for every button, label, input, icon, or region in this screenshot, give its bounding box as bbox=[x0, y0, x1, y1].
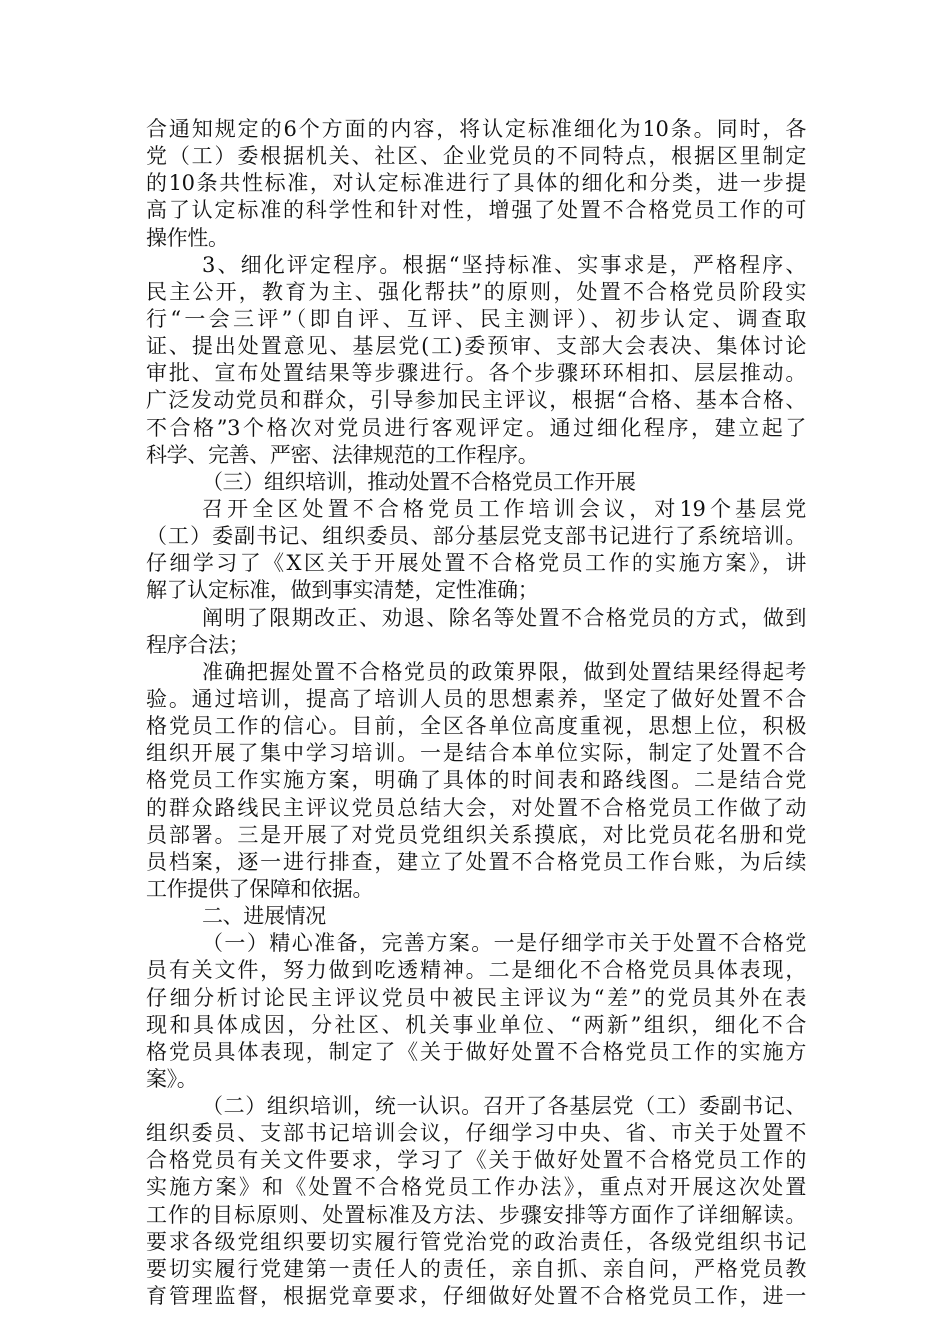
text-line: 育管理监督，根据党章要求，仔细做好处置不合格党员工作，进一 bbox=[146, 1284, 806, 1309]
text-line: 格党员工作的信心。目前，全区各单位高度重视，思想上位，积极 bbox=[146, 714, 806, 739]
text-line: 操作性。 bbox=[146, 225, 229, 250]
text-line: 格党员具体表现，制定了《关于做好处置不合格党员工作的实施方 bbox=[146, 1039, 806, 1064]
text-line: 验。通过培训，提高了培训人员的思想素养，坚定了做好处置不合 bbox=[146, 686, 806, 711]
text-line: 召开全区处置不合格党员工作培训会议，对19个基层党 bbox=[202, 496, 806, 521]
text-line: 工作提供了保障和依据。 bbox=[146, 876, 374, 901]
text-line: 二、进展情况 bbox=[202, 904, 326, 929]
text-line: （三）组织培训，推动处置不合格党员工作开展 bbox=[202, 469, 636, 494]
text-line: （工）委副书记、组织委员、部分基层党支部书记进行了系统培训。 bbox=[146, 524, 806, 549]
text-line: 员档案，逐一进行排查，建立了处置不合格党员工作台账，为后续 bbox=[146, 849, 806, 874]
text-line: 要求各级党组织要切实履行管党治党的政治责任，各级党组织书记 bbox=[146, 1229, 806, 1254]
text-line: 的群众路线民主评议党员总结大会，对处置不合格党员工作做了动 bbox=[146, 795, 806, 820]
text-line: 的10条共性标准，对认定标准进行了具体的细化和分类，进一步提 bbox=[146, 171, 806, 196]
text-line: 实施方案》和《处置不合格党员工作办法》，重点对开展这次处置 bbox=[146, 1175, 806, 1200]
text-line: 员有关文件，努力做到吃透精神。二是细化不合格党员具体表现， bbox=[146, 958, 806, 983]
text-line: 仔细分析讨论民主评议党员中被民主评议为“差”的党员其外在表 bbox=[146, 985, 806, 1010]
text-line: 现和具体成因，分社区、机关事业单位、“两新”组织，细化不合 bbox=[146, 1012, 806, 1037]
text-line: 解了认定标准，做到事实清楚，定性准确； bbox=[146, 578, 539, 603]
text-line: 证、提出处置意见、基层党(工)委预审、支部大会表决、集体讨论 bbox=[146, 334, 806, 359]
text-line: （一）精心准备，完善方案。一是仔细学市关于处置不合格党 bbox=[202, 931, 806, 956]
text-line: 工作的目标原则、处置标准及方法、步骤安排等方面作了详细解读。 bbox=[146, 1202, 806, 1227]
text-line: 合格党员有关文件要求，学习了《关于做好处置不合格党员工作的 bbox=[146, 1148, 806, 1173]
text-line: 审批、宣布处置结果等步骤进行。各个步骤环环相扣、层层推动。 bbox=[146, 361, 806, 386]
text-line: 广泛发动党员和群众，引导参加民主评议，根据“合格、基本合格、 bbox=[146, 388, 806, 413]
text-line: 党（工）委根据机关、社区、企业党员的不同特点，根据区里制定 bbox=[146, 144, 806, 169]
text-line: 民主公开，教育为主、强化帮扶”的原则，处置不合格党员阶段实 bbox=[146, 279, 806, 304]
text-line: 阐明了限期改正、劝退、除名等处置不合格党员的方式，做到 bbox=[202, 605, 806, 630]
text-line: 仔细学习了《X区关于开展处置不合格党员工作的实施方案》，讲 bbox=[146, 551, 806, 576]
text-line: 科学、完善、严密、法律规范的工作程序。 bbox=[146, 442, 539, 467]
text-line: 合通知规定的6个方面的内容，将认定标准细化为10条。同时，各 bbox=[146, 117, 806, 141]
text-line: 行“一会三评”（即自评、互评、民主测评）、初步认定、调查取 bbox=[146, 306, 806, 331]
text-line: 程序合法； bbox=[146, 632, 250, 657]
text-line: 员部署。三是开展了对党员党组织关系摸底，对比党员花名册和党 bbox=[146, 822, 806, 847]
text-line: 要切实履行党建第一责任人的责任，亲自抓、亲自问，严格党员教 bbox=[146, 1256, 806, 1281]
text-line: 不合格”3个格次对党员进行客观评定。通过细化程序，建立起了 bbox=[146, 415, 806, 440]
text-line: 组织委员、支部书记培训会议，仔细学习中央、省、市关于处置不 bbox=[146, 1121, 806, 1146]
text-line: 格党员工作实施方案，明确了具体的时间表和路线图。二是结合党 bbox=[146, 768, 806, 793]
text-line: 组织开展了集中学习培训。一是结合本单位实际，制定了处置不合 bbox=[146, 741, 806, 766]
text-line: 准确把握处置不合格党员的政策界限，做到处置结果经得起考 bbox=[202, 659, 806, 684]
document-body bbox=[146, 116, 806, 1310]
text-line: 案》。 bbox=[146, 1066, 198, 1091]
text-line: 3、细化评定程序。根据“坚持标准、实事求是，严格程序、 bbox=[202, 252, 806, 277]
text-line: （二）组织培训，统一认识。召开了各基层党（工）委副书记、 bbox=[202, 1094, 806, 1119]
text-line: 高了认定标准的科学性和针对性，增强了处置不合格党员工作的可 bbox=[146, 198, 806, 223]
